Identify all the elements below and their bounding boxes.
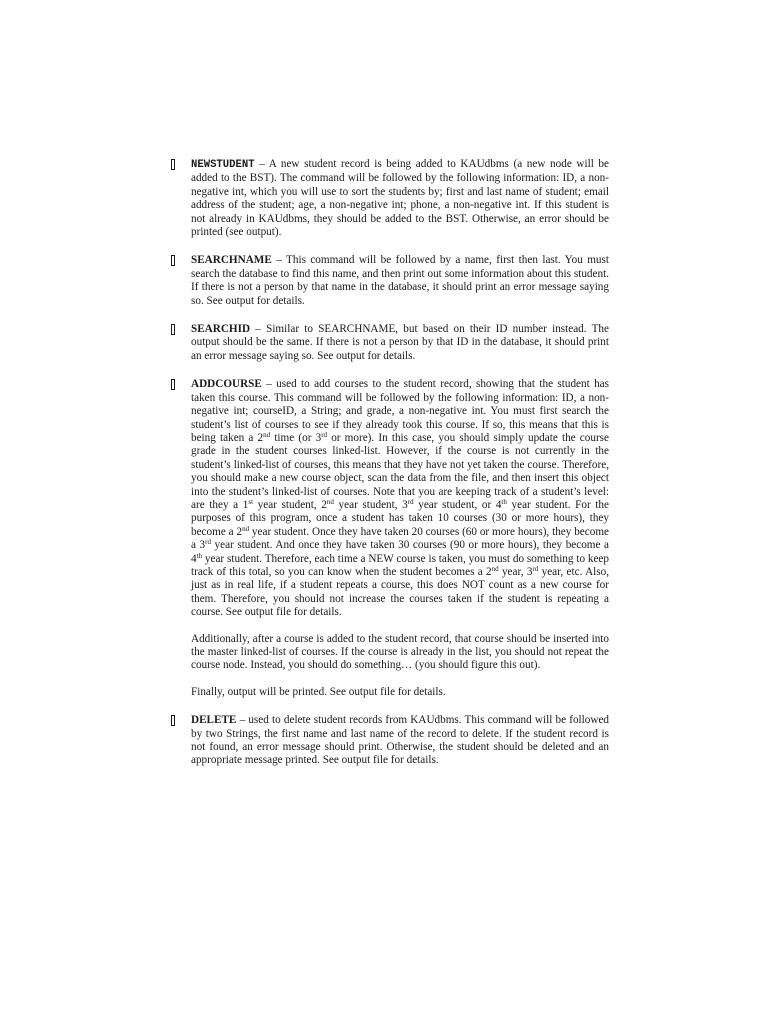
text-run: year student. Therefore, each time a NEW course is taken, you must do something to keep track of this total, so you can know when the student becomes a 2 xyxy=(191,552,609,578)
command-name: SEARCHID xyxy=(191,323,251,336)
ordinal-suffix: rd xyxy=(407,497,414,506)
item-paragraph xyxy=(191,378,609,619)
text-run: or more). In this case, you should simply update the course grade in the student courses linked-list. However, if the course is not currently in the student’s linked-list of courses, this means that they have not yet taken the course. Therefore, you should make a new course object, scan the data from the file, and then insert this object into the student’s linked-list of courses. Note that you are keeping track of a student’s level: are they a 1 xyxy=(191,431,609,511)
document-page xyxy=(171,158,609,783)
item-newstudent xyxy=(171,158,609,239)
ordinal-suffix: nd xyxy=(326,497,334,506)
text-run: year student, 3 xyxy=(333,498,408,511)
bullet-box-icon xyxy=(171,715,175,726)
bullet-box-icon xyxy=(171,379,175,390)
text-run: year student. Once they have taken 20 courses (60 or more hours), they become a 3 xyxy=(191,525,609,552)
text-run: Finally, output will be printed. See output file for details. xyxy=(191,685,446,698)
ordinal-suffix: rd xyxy=(321,430,328,439)
text-run: year, etc. Also, just as in real life, if a student repeats a course, this does NOT count as a new course for them. Therefore, you should not increase the courses taken if the student is repeating a course. See output file for details. xyxy=(191,565,610,619)
command-name: NEWSTUDENT xyxy=(191,159,255,171)
item-addcourse xyxy=(171,378,609,699)
item-paragraph xyxy=(191,158,609,239)
ordinal-suffix: nd xyxy=(263,430,271,439)
text-run: – Similar to SEARCHNAME, but based on their ID number instead. The output should be the same. If there is not a person by that ID in the database, it should print an error message saying so. See output for details. xyxy=(191,323,609,362)
text-run: year student, 2 xyxy=(253,498,327,511)
text-run: time (or 3 xyxy=(270,431,322,444)
ordinal-suffix: th xyxy=(501,497,507,506)
text-run: – used to delete student records from KAUdbms. This command will be followed by two Strings, the first name and last name of the record to delete. If the student record is not found, an error message should print. Otherwise, the student should be deleted and an appropriate message printed. See output file for details. xyxy=(191,714,609,767)
ordinal-suffix: nd xyxy=(491,564,499,573)
text-run: year student. And once they have taken 30 courses (90 or more hours), they become a 4 xyxy=(191,539,610,565)
text-run: year, 3 xyxy=(498,565,533,578)
ordinal-suffix: rd xyxy=(205,538,211,547)
item-paragraph xyxy=(191,633,609,673)
ordinal-suffix: st xyxy=(248,497,254,506)
text-run: – A new student record is being added to KAUdbms (a new node will be added to the BST). The command will be followed by the following information: ID, a non-negative int, which you will use to sort the students by; first and last name of student; email address of the student; age, a non-negative int; phone, a non-negative int. If this student is not already in KAUdbms, they should be added to the BST. Otherwise, an error should be printed (see output). xyxy=(191,158,609,239)
item-searchname xyxy=(171,254,609,308)
item-paragraph xyxy=(191,714,609,768)
item-paragraph xyxy=(191,254,609,308)
command-name: DELETE xyxy=(191,714,237,727)
text-run: year student. For the purposes of this program, once a student has taken 10 courses (30 or more hours), they become a 2 xyxy=(191,498,609,538)
ordinal-suffix: nd xyxy=(242,524,250,533)
item-searchid xyxy=(171,323,609,363)
item-paragraph xyxy=(191,323,609,363)
text-run: Additionally, after a course is added to the student record, that course should be inserted into the master linked-list of courses. If the course is already in the list, you should not repeat the course node. Instead, you should do something… (you should figure this out). xyxy=(191,632,609,672)
bullet-box-icon xyxy=(171,255,175,266)
command-name: SEARCHNAME xyxy=(191,254,272,267)
item-paragraph xyxy=(191,686,609,699)
bullet-box-icon xyxy=(171,159,175,170)
bullet-box-icon xyxy=(171,324,175,335)
text-run: – used to add courses to the student record, showing that the student has taken this course. This command will be followed by the following information: ID, a non-negative int; courseID, a String; and grade, a non-negative int. You must first search the student’s list of courses to see if they already took this course. If so, this means that this is being taken a 2 xyxy=(191,378,609,444)
ordinal-suffix: rd xyxy=(532,564,539,573)
text-run: year student, or 4 xyxy=(413,498,502,511)
command-name: ADDCOURSE xyxy=(191,378,262,391)
item-delete xyxy=(171,714,609,768)
ordinal-suffix: th xyxy=(196,551,203,560)
text-run: – This command will be followed by a name, first then last. You must search the database to find this name, and then print out some information about this student. If there is not a person by that name in the database, it should print an error message saying so. See output for details. xyxy=(191,254,609,307)
